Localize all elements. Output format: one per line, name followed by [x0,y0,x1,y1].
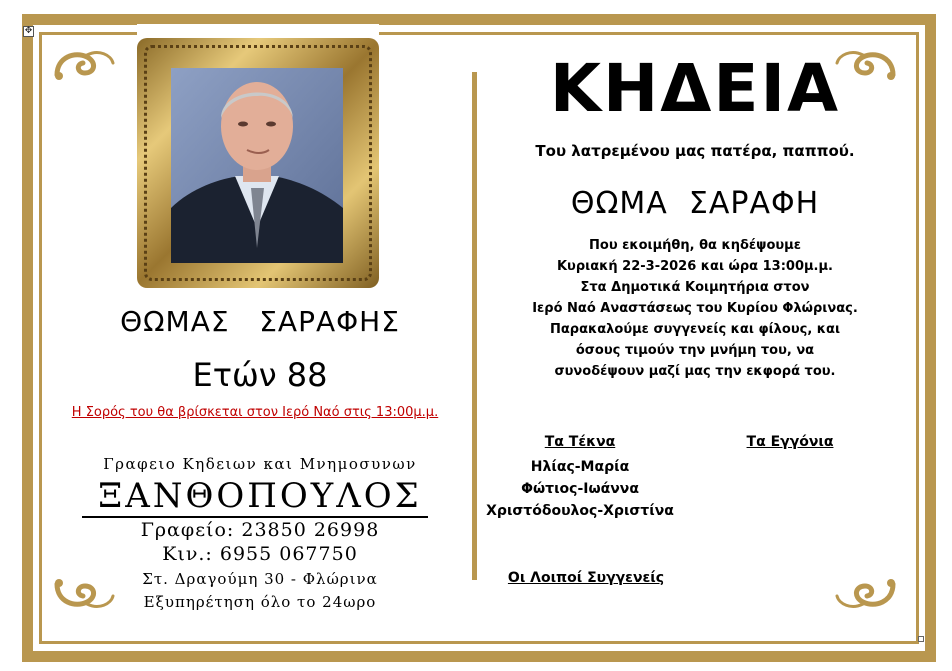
corner-ornament-bottom-right-icon [833,578,899,612]
announcement-line: Ιερό Ναό Αναστάσεως του Κυρίου Φλώρινας. [532,301,858,316]
service-hours: Εξυπηρέτηση όλο το 24ωρο [143,593,377,611]
photo-border-gap [137,24,379,38]
address: Στ. Δραγούμη 30 - Φλώρινα [142,570,378,588]
corner-ornament-top-left-icon [51,47,117,81]
relatives: Οι Λοιποί Συγγενείς [507,570,665,586]
children-list [470,456,690,522]
deceased-name-genitive: ΘΩΜΑ ΣΑΡΑΦΗ [570,186,820,221]
age: Ετών 88 [192,356,328,394]
move-handle-icon[interactable]: ✥ [24,26,33,36]
funeral-home-name: ΞΑΝΘΟΠΟΥΛΟΣ [98,476,422,516]
announcement-line: Παρακαλούμε συγγενείς και φίλους, και [549,322,841,337]
title-khdeia: ΚΗΔΕΙΑ [549,50,841,127]
dedication: Του λατρεμένου μας πατέρα, παππού. [535,142,855,160]
viewing-notice: Η Σορός του θα βρίσκεται στον Ιερό Ναό στις 13:00μ.μ. [71,405,439,420]
resize-handle-icon[interactable] [918,636,924,642]
announcement-line: όσους τιμούν την μνήμη του, να [575,343,815,358]
portrait-photo [171,68,343,263]
office-phone: Γραφείο: 23850 26998 [140,519,380,541]
child-name: Ηλίας-Μαρία [530,459,630,475]
mobile-phone: Κιν.: 6955 067750 [162,543,358,565]
grandchildren-heading: Τα Εγγόνια [746,434,834,450]
children-heading: Τα Τέκνα [544,434,616,450]
funeral-home-heading: Γραφειο Κηδειων και Μνημοσυνων [103,455,417,473]
child-name: Χριστόδουλος-Χριστίνα [486,503,674,519]
child-name: Φώτιος-Ιωάννα [521,481,639,497]
announcement-line: Στα Δημοτικά Κοιμητήρια στον [580,280,810,295]
announcement-line: Που εκοιμήθη, θα κηδέψουμε [589,238,801,253]
deceased-name: ΘΩΜΑΣ ΣΑΡΑΦΗΣ [120,305,400,338]
announcement-line: συνοδέψουν μαζί μας την εκφορά του. [554,364,836,379]
announcement [490,235,900,382]
funeral-home-underline [82,516,428,518]
announcement-line: Κυριακή 22-3-2026 και ώρα 13:00μ.μ. [556,259,833,274]
